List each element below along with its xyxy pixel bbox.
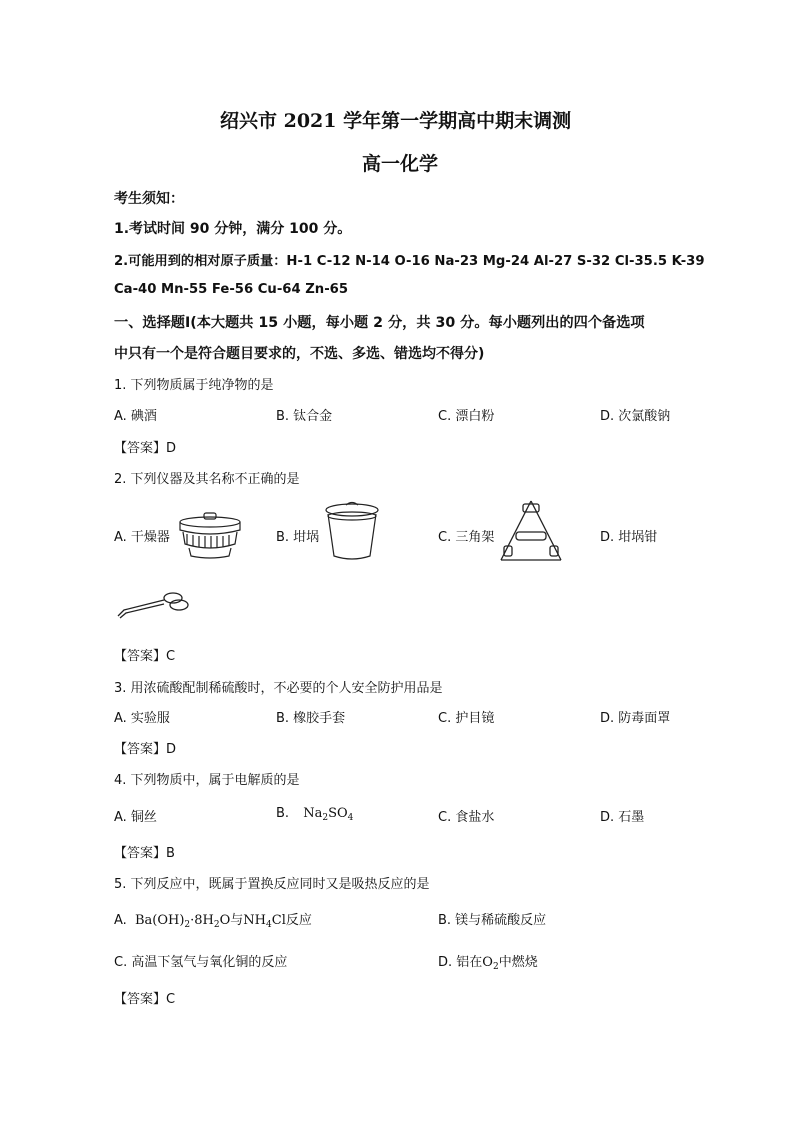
crucible-icon <box>322 500 382 562</box>
question-4-option-d: D. 石墨 <box>600 810 645 825</box>
question-1-option-d: D. 次氯酸钠 <box>600 409 671 424</box>
section-header-line-2: 中只有一个是符合题目要求的，不选、多选、错选均不得分) <box>114 346 485 362</box>
answer-value: C <box>166 992 176 1007</box>
question-5-option-b: B. 镁与稀硫酸反应 <box>438 913 547 928</box>
question-4-stem: 4. 下列物质中，属于电解质的是 <box>114 773 300 788</box>
question-5-stem: 5. 下列反应中，既属于置换反应同时又是吸热反应的是 <box>114 877 430 892</box>
question-1-option-a: A. 碘酒 <box>114 409 157 424</box>
answer-label: 【答案】 <box>114 649 167 664</box>
notice-heading: 考生须知： <box>114 191 184 207</box>
page-subtitle: 高一化学 <box>362 153 439 175</box>
question-2-option-c: C. 三角架 <box>438 530 495 545</box>
question-3-option-d: D. 防毒面罩 <box>600 711 671 726</box>
answer-value: D <box>166 441 177 456</box>
question-1-option-c: C. 漂白粉 <box>438 409 495 424</box>
crucible-tongs-icon <box>116 588 191 620</box>
page-title: 绍兴市 2021 学年第一学期高中期末调测 <box>220 110 572 132</box>
question-1-answer <box>114 437 176 456</box>
formula-baoh2-nh4cl: $Ba(OH)_2\cdot 8H_2O$ <box>134 913 231 930</box>
answer-label: 【答案】 <box>114 742 167 757</box>
question-4-option-b <box>276 806 353 821</box>
question-5-option-c: C. 高温下氢气与氧化铜的反应 <box>114 955 288 970</box>
question-3-answer <box>114 738 176 757</box>
question-3-option-c: C. 护目镜 <box>438 711 495 726</box>
section-header-line-1: 一、选择题Ⅰ(本大题共 15 小题，每小题 2 分，共 30 分。每小题列出的四个备选项 <box>114 315 645 331</box>
notice-item-2-cont: Ca-40 Mn-55 Fe-56 Cu-64 Zn-65 <box>114 282 349 297</box>
question-5-option-d: D. 铝在$O_2$中燃烧 <box>438 955 538 972</box>
question-2-option-b: B. 坩埚 <box>276 530 320 545</box>
desiccator-icon <box>175 510 245 560</box>
question-2-option-d: D. 坩埚钳 <box>600 530 658 545</box>
question-5-answer <box>114 988 175 1007</box>
question-3-option-a: A. 实验服 <box>114 711 170 726</box>
answer-label: 【答案】 <box>114 846 167 861</box>
clay-triangle-icon <box>496 496 566 566</box>
option-label: A. <box>114 913 127 928</box>
option-label: D. 铝在 <box>438 955 483 970</box>
question-5-option-a: A. $Ba(OH)_2\cdot 8H_2O$与$NH_4Cl$反应 <box>114 913 312 930</box>
answer-label: 【答案】 <box>114 441 167 456</box>
question-1-option-b: B. 钛合金 <box>276 409 333 424</box>
question-4-option-a: A. 铜丝 <box>114 810 157 825</box>
answer-value: B <box>166 846 175 861</box>
option-label: B. <box>276 806 290 821</box>
question-3-stem: 3. 用浓硫酸配制稀硫酸时，不必要的个人安全防护用品是 <box>114 681 443 696</box>
answer-label: 【答案】 <box>114 992 167 1007</box>
question-3-option-b: B. 橡胶手套 <box>276 711 346 726</box>
question-4-option-c: C. 食盐水 <box>438 810 495 825</box>
answer-value: D <box>166 742 177 757</box>
question-2-option-a: A. 干燥器 <box>114 530 170 545</box>
answer-value: C <box>166 649 176 664</box>
notice-item-2: 2.可能用到的相对原子质量：H-1 C-12 N-14 O-16 Na-23 Mg-24 Al-27 S-32 Cl-35.5 K-39 <box>114 254 705 269</box>
notice-item-1: 1.考试时间 90 分钟，满分 100 分。 <box>114 221 352 237</box>
question-2-stem: 2. 下列仪器及其名称不正确的是 <box>114 472 300 487</box>
formula-o2: $O_2$ <box>482 955 499 972</box>
question-4-answer <box>114 842 175 861</box>
question-1-stem: 1. 下列物质属于纯净物的是 <box>114 378 274 393</box>
question-2-answer <box>114 645 175 664</box>
formula-na2so4: $Na_2SO_4$ <box>303 806 354 823</box>
